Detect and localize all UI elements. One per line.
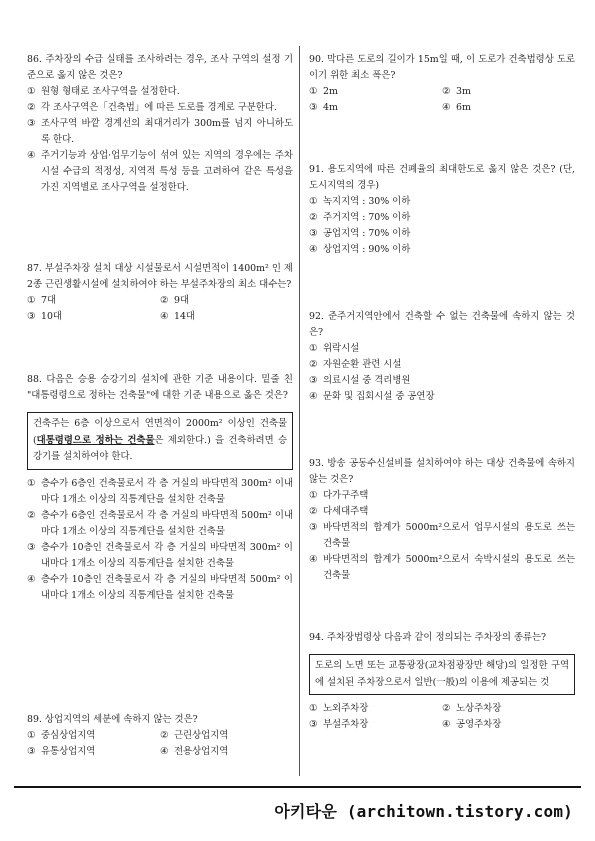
option-3[interactable]: ③ 바닥면적의 합계가 5000m²으로서 업무시설의 용도로 쓰는 건축물 <box>309 522 575 549</box>
column-divider <box>299 46 300 776</box>
underlined-term: 대통령령으로 정하는 건축물 <box>36 434 155 446</box>
options-grid <box>27 293 293 325</box>
option-4[interactable]: ④ 전용상업지역 <box>160 746 229 757</box>
question-stem: 88. 다음은 승용 승강기의 설치에 관한 기준 내용이다. 밑줄 친 "대통령령으로 정하는 건축물"에 대한 기준 내용으로 옳은 것은? <box>27 374 293 401</box>
question-92 <box>309 309 575 405</box>
option-1[interactable]: ① 중심상업지역 <box>27 730 96 741</box>
footer-rule <box>14 786 581 788</box>
options-grid <box>309 701 575 733</box>
option-1[interactable]: ① 노외주차장 <box>309 703 369 714</box>
option-3[interactable]: ③ 부설주차장 <box>309 719 369 730</box>
footer-site-credit: 아키타운 (architown.tistory.com) <box>274 802 573 821</box>
option-3[interactable]: ③ 10대 <box>27 311 62 322</box>
option-2[interactable]: ② 노상주차장 <box>442 703 502 714</box>
option-4[interactable]: ④ 상업지역 : 90% 이하 <box>309 244 411 255</box>
option-4[interactable]: ④ 6m <box>442 102 471 113</box>
option-2[interactable]: ② 주거지역 : 70% 이하 <box>309 212 411 223</box>
option-3[interactable]: ③ 의료시설 중 격리병원 <box>309 375 411 386</box>
option-2[interactable]: ② 근린상업지역 <box>160 730 229 741</box>
question-86 <box>27 52 293 196</box>
option-1[interactable]: ① 원형 형태로 조사구역을 설정한다. <box>27 86 180 97</box>
option-2[interactable]: ② 다세대주택 <box>309 506 369 517</box>
option-2[interactable]: ② 9대 <box>160 295 190 306</box>
question-stem: 92. 준주거지역안에서 건축할 수 없는 건축물에 속하지 않는 것은? <box>309 311 575 338</box>
option-2[interactable]: ② 각 조사구역은「건축법」에 따른 도로를 경계로 구분한다. <box>27 102 277 113</box>
option-2[interactable]: ② 3m <box>442 86 471 97</box>
question-87 <box>27 261 293 325</box>
option-4[interactable]: ④ 바닥면적의 합계가 5000m²으로서 숙박시설의 용도로 쓰는 건축물 <box>309 554 575 581</box>
option-3[interactable]: ③ 층수가 10층인 건축물로서 각 층 거실의 바닥면적 300m² 이내마다 1개소 이상의 직통계단을 설치한 건축물 <box>27 541 293 569</box>
option-1[interactable]: ① 녹지지역 : 30% 이하 <box>309 196 411 207</box>
option-4[interactable]: ④ 공영주차장 <box>442 719 502 730</box>
question-93 <box>309 456 575 584</box>
question-stem: 87. 부설주차장 설치 대상 시설물로서 시설면적이 1400m² 인 제2종 근린생활시설에 설치하여야 하는 부설주차장의 최소 대수는? <box>27 263 293 290</box>
option-3[interactable]: ③ 4m <box>309 102 338 113</box>
option-1[interactable]: ① 위락시설 <box>309 343 360 354</box>
option-2[interactable]: ② 층수가 6층인 건축물로서 각 층 거실의 바닥면적 500m² 이내마다 1개소 이상의 직통계단을 설치한 건축물 <box>27 509 293 537</box>
question-88 <box>27 372 293 604</box>
condition-box: 건축주는 6층 이상으로서 연면적이 2000m² 이상인 건축물(대통령령으로 정하는 건축물은 제외한다.) 을 건축하려면 승강기를 설치하여야 한다. <box>27 412 293 470</box>
option-3[interactable]: ③ 공업지역 : 70% 이하 <box>309 228 411 239</box>
option-4[interactable]: ④ 층수가 10층인 건축물로서 각 층 거실의 바닥면적 500m² 이내마다 1개소 이상의 직통계단을 설치한 건축물 <box>27 573 293 601</box>
option-4[interactable]: ④ 문화 및 집회시설 중 공연장 <box>309 391 435 402</box>
question-stem: 89. 상업지역의 세분에 속하지 않는 것은? <box>27 714 198 725</box>
option-1[interactable]: ① 7대 <box>27 295 57 306</box>
option-3[interactable]: ③ 유통상업지역 <box>27 746 96 757</box>
options-grid <box>309 84 575 116</box>
question-stem: 93. 방송 공동수신설비를 설치하여야 하는 대상 건축물에 속하지 않는 것은? <box>309 458 575 485</box>
option-1[interactable]: ① 2m <box>309 86 338 97</box>
option-1[interactable]: ① 다가구주택 <box>309 490 369 501</box>
question-stem: 94. 주차장법령상 다음과 같이 정의되는 주차장의 종류는? <box>309 632 547 643</box>
option-3[interactable]: ③ 조사구역 바깥 경계선의 최대거리가 300m를 넘지 아니하도록 한다. <box>27 118 293 145</box>
question-stem: 91. 용도지역에 따른 건폐율의 최대한도로 옳지 않은 것은? (단, 도시지역의 경우) <box>309 164 575 191</box>
option-4[interactable]: ④ 14대 <box>160 311 195 322</box>
option-2[interactable]: ② 자원순환 관련 시설 <box>309 359 402 370</box>
question-stem: 90. 막다른 도로의 길이가 15m일 때, 이 도로가 건축법령상 도로이기 위한 최소 폭은? <box>309 54 575 81</box>
question-stem: 86. 주차장의 수급 실태를 조사하려는 경우, 조사 구역의 설정 기준으로 옳지 않은 것은? <box>27 54 293 81</box>
definition-box: 도로의 노면 또는 교통광장(교차점광장만 해당)의 일정한 구역에 설치된 주차장으로서 일반(一般)의 이용에 제공되는 것 <box>309 654 575 695</box>
question-89 <box>27 712 293 760</box>
question-94 <box>309 630 575 733</box>
option-4[interactable]: ④ 주거기능과 상업·업무기능이 섞여 있는 지역의 경우에는 주차시설 수급의 적정성, 지역적 특성 등을 고려하여 같은 특성을 가진 지역별로 조사구역을 설정한다. <box>27 150 293 193</box>
question-91 <box>309 162 575 258</box>
options-grid <box>27 728 293 760</box>
option-1[interactable]: ① 층수가 6층인 건축물로서 각 층 거실의 바닥면적 300m² 이내마다 1개소 이상의 직통계단을 설치한 건축물 <box>27 477 293 505</box>
question-90 <box>309 52 575 116</box>
